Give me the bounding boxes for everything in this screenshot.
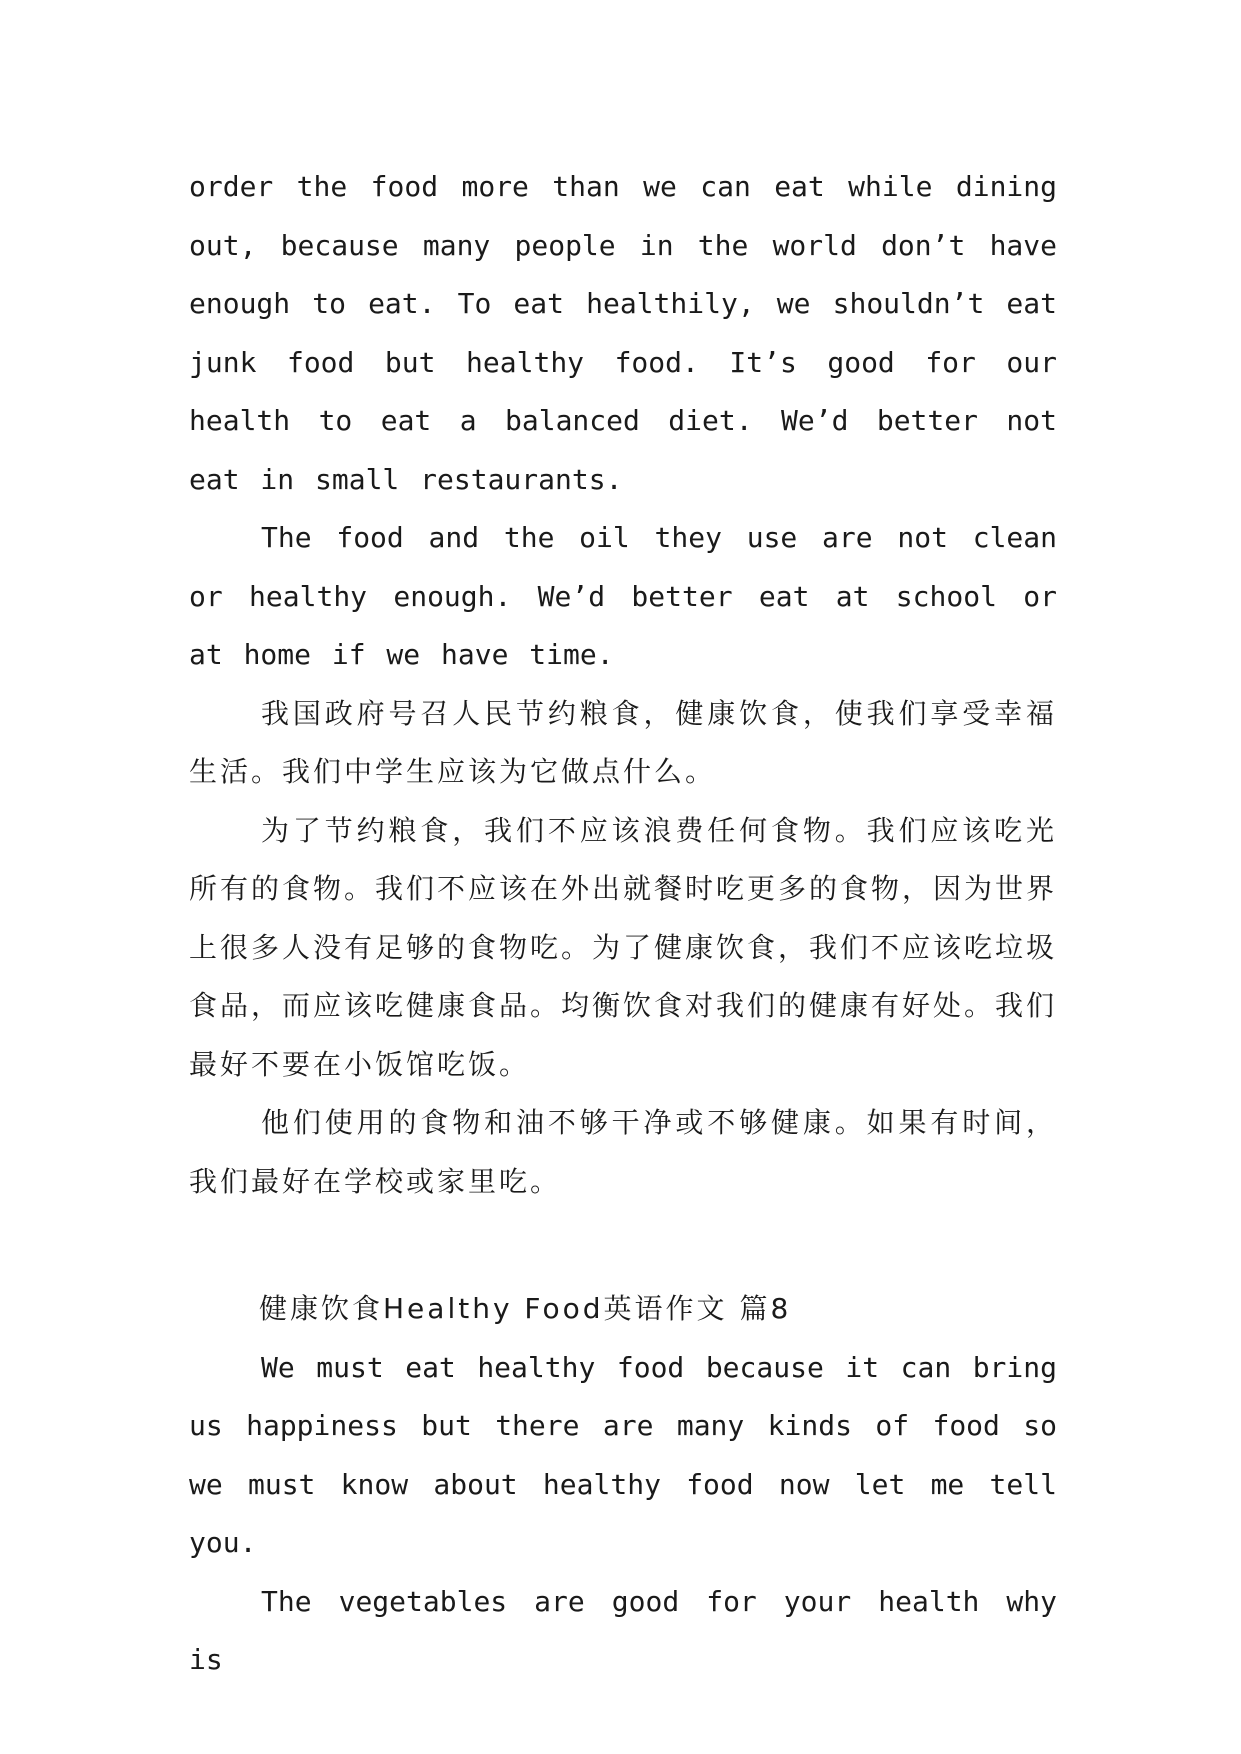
paragraph-chinese-intro: 我国政府号召人民节约粮食，健康饮食，使我们享受幸福生活。我们中学生应该为它做点什么。: [189, 696, 1057, 788]
section-heading: 健康饮食Healthy Food英语作文 篇8: [259, 1292, 792, 1325]
paragraph-english-continuation: order the food more than we can eat while dining out, because many people in the world don’t have enough to eat. To eat healthily, we shouldn’t eat junk food but healthy food. It’s good for our health to eat a balanced diet. We’d better not eat in small restaurants.: [189, 170, 1057, 496]
paragraph-chinese-save-food: 为了节约粮食，我们不应该浪费任何食物。我们应该吃光所有的食物。我们不应该在外出就餐时吃更多的食物，因为世界上很多人没有足够的食物吃。为了健康饮食，我们不应该吃垃圾食品，而应该吃健康食品。均衡饮食对我们的健康有好处。我们最好不要在小饭馆吃饭。: [189, 813, 1058, 1081]
paragraph-english-vegetables: The vegetables are good for your health why is: [189, 1584, 1057, 1676]
paragraph-english-healthy-food: We must eat healthy food because it can bring us happiness but there are many kinds of food so we must know about healthy food now let me tell you.: [189, 1350, 1057, 1559]
top-text-block: [189, 158, 1057, 1211]
paragraph-english-food-oil: The food and the oil they use are not clean or healthy enough. We’d better eat at school or at home if we have time.: [189, 521, 1057, 671]
section-8-block: [189, 1280, 1057, 1690]
paragraph-chinese-food-oil: 他们使用的食物和油不够干净或不够健康。如果有时间，我们最好在学校或家里吃。: [189, 1106, 1057, 1198]
